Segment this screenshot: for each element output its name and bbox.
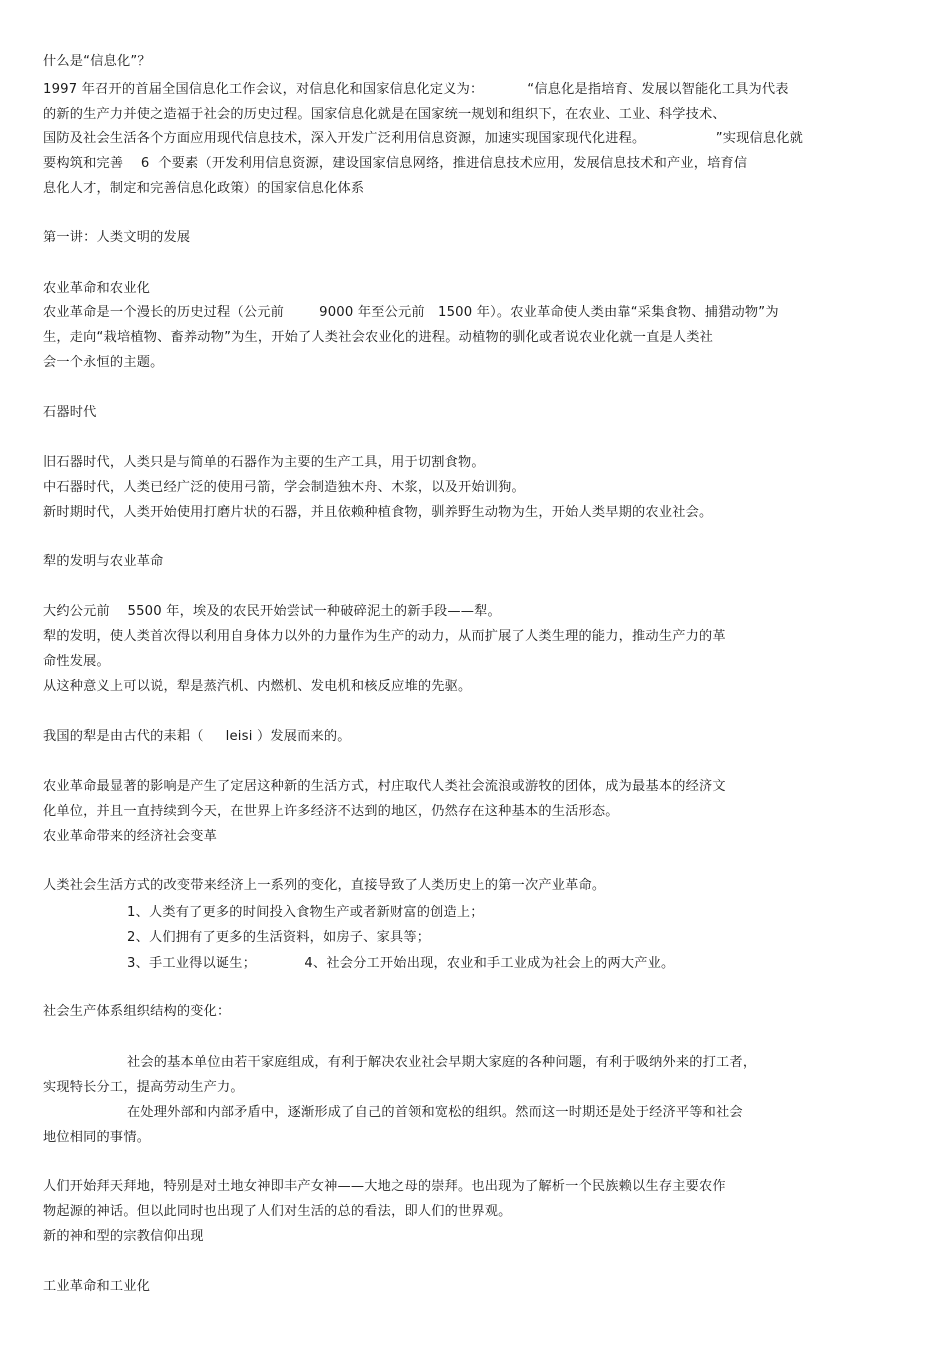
worship-line-2: 物起源的神话。但以此同时也出现了人们对生活的总的看法，即人们的世界观。 bbox=[43, 1204, 512, 1219]
stone-age-line-2: 中石器时代，人类已经广泛的使用弓箭，学会制造独木舟、木浆，以及开始训狗。 bbox=[43, 480, 525, 495]
structure-line-3: 在处理外部和内部矛盾中，逐渐形成了自己的首领和宽松的组织。然而这一时期还是处于经济平等和社会 bbox=[127, 1105, 743, 1120]
definition-line-5: 息化人才，制定和完善信息化政策）的国家信息化体系 bbox=[43, 181, 365, 196]
list-item-1: 1、人类有了更多的时间投入食物生产或者新财富的创造上； bbox=[127, 905, 484, 920]
structure-line-2: 实现特长分工，提高劳动生产力。 bbox=[43, 1080, 244, 1095]
structure-line-1: 社会的基本单位由若干家庭组成，有利于解决农业社会早期大家庭的各种问题，有利于吸纳外来的打工者， bbox=[127, 1055, 757, 1070]
worship-line-1: 人们开始拜天拜地，特别是对土地女神即丰产女神——大地之母的崇拜。也出现为了解析一个民族赖以生存主要农作 bbox=[43, 1179, 726, 1194]
plough-line-2: 犁的发明，使人类首次得以利用自身体力以外的力量作为生产的动力，从而扩展了人类生理的能力，推动生产力的革 bbox=[43, 629, 726, 644]
section-heading-stone-age: 石器时代 bbox=[43, 405, 97, 420]
definition-line-4: 要构筑和完善 6 个要素（开发利用信息资源，建设国家信息网络，推进信息技术应用，发展信息技术和产业，培育信 bbox=[43, 156, 748, 171]
section-heading-agriculture: 农业革命和农业化 bbox=[43, 281, 151, 296]
structure-line-4: 地位相同的事情。 bbox=[43, 1130, 151, 1145]
list-item-3-4: 3、手工业得以诞生； 4、社会分工开始出现，农业和手工业成为社会上的两大产业。 bbox=[127, 956, 675, 971]
stone-age-line-3: 新时期时代，人类开始使用打磨片状的石器，并且依赖种植食物，驯养野生动物为生，开始人类早期的农业社会。 bbox=[43, 505, 713, 520]
agriculture-line-2: 生，走向“栽培植物、畜养动物”为生，开始了人类社会农业化的进程。动植物的驯化或者说农业化就一直是人类社 bbox=[43, 330, 714, 345]
agriculture-line-1: 农业革命是一个漫长的历史过程（公元前 9000 年至公元前 1500 年）。农业革命使人类由靠“采集食物、捕猎动物”为 bbox=[43, 305, 779, 320]
settlement-line-1: 农业革命最显著的影响是产生了定居这种新的生活方式，村庄取代人类社会流浪或游牧的团体，成为最基本的经济文 bbox=[43, 779, 726, 794]
definition-line-2: 的新的生产力并使之造福于社会的历史过程。国家信息化就是在国家统一规划和组织下，在农业、工业、科学技术、 bbox=[43, 107, 726, 122]
economic-change-intro: 人类社会生活方式的改变带来经济上一系列的变化，直接导致了人类历史上的第一次产业革命。 bbox=[43, 878, 606, 893]
plough-line-3: 命性发展。 bbox=[43, 654, 110, 669]
plough-origin-line: 我国的犁是由古代的耒耜（ leisi ）发展而来的。 bbox=[43, 729, 351, 744]
definition-line-3: 国防及社会生活各个方面应用现代信息技术，深入开发广泛利用信息资源，加速实现国家现代化进程。 ”实现信息化就 bbox=[43, 131, 804, 146]
lecture-heading: 第一讲：人类文明的发展 bbox=[43, 230, 191, 245]
section-heading-plough: 犁的发明与农业革命 bbox=[43, 554, 164, 569]
settlement-line-2: 化单位，并且一直持续到今天，在世界上许多经济不达到的地区，仍然存在这种基本的生活形态。 bbox=[43, 804, 619, 819]
definition-line-1: 1997 年召开的首届全国信息化工作会议，对信息化和国家信息化定义为： “信息化是指培育、发展以智能化工具为代表 bbox=[43, 82, 789, 97]
section-heading-economic-change: 农业革命带来的经济社会变革 bbox=[43, 829, 218, 844]
agriculture-line-3: 会一个永恒的主题。 bbox=[43, 355, 164, 370]
section-heading-industrial: 工业革命和工业化 bbox=[43, 1279, 151, 1294]
stone-age-line-1: 旧石器时代，人类只是与简单的石器作为主要的生产工具，用于切割食物。 bbox=[43, 455, 485, 470]
section-heading-structure: 社会生产体系组织结构的变化： bbox=[43, 1004, 231, 1019]
question-heading: 什么是“信息化”？ bbox=[43, 54, 151, 69]
plough-line-1: 大约公元前 5500 年，埃及的农民开始尝试一种破碎泥土的新手段——犁。 bbox=[43, 604, 501, 619]
list-item-2: 2、人们拥有了更多的生活资料，如房子、家具等； bbox=[127, 930, 431, 945]
religion-line: 新的神和型的宗教信仰出现 bbox=[43, 1229, 204, 1244]
plough-line-4: 从这种意义上可以说，犁是蒸汽机、内燃机、发电机和核反应堆的先驱。 bbox=[43, 679, 472, 694]
